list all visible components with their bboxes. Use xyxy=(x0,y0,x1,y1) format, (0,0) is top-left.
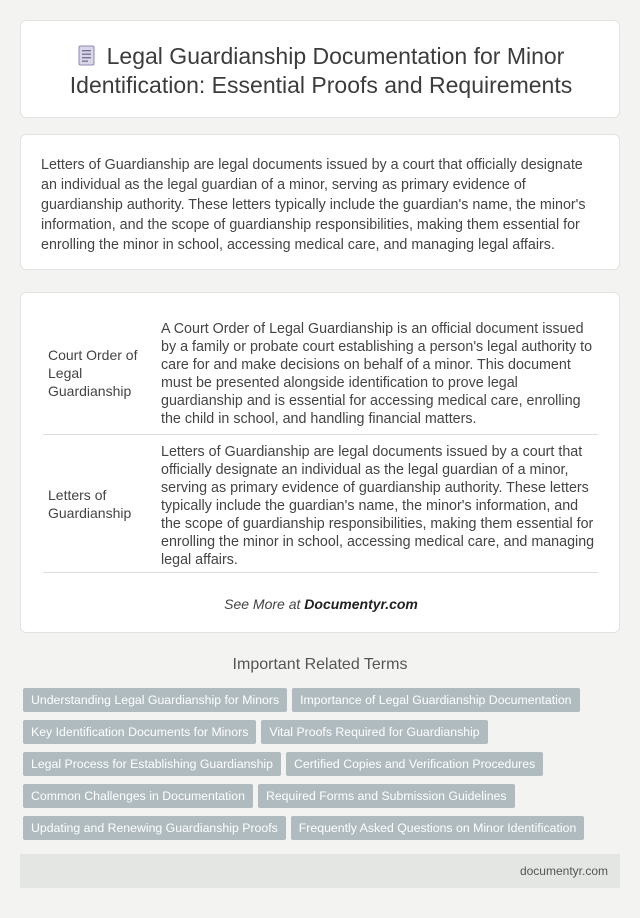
related-term-tag[interactable]: Vital Proofs Required for Guardianship xyxy=(261,720,487,744)
related-term-tag[interactable]: Certified Copies and Verification Procedures xyxy=(286,752,543,776)
intro-card xyxy=(20,134,620,270)
title-card xyxy=(20,20,620,118)
tag-row xyxy=(23,784,623,816)
tag-row xyxy=(23,720,623,752)
page-title xyxy=(51,42,591,100)
related-term-tag[interactable]: Understanding Legal Guardianship for Minors xyxy=(23,688,287,712)
row-description: Letters of Guardianship are legal documents issued by a court that officially designate an individual as the legal guardian of a minor, serving as primary evidence of guardianship authority. These letters typically include the guardian's name, the minor's information, and the scope of guardianship responsibilities, making them essential for enrolling the minor in school, accessing medical care, and managing legal affairs. xyxy=(161,444,595,568)
tag-row xyxy=(23,752,623,784)
related-term-tag[interactable]: Updating and Renewing Guardianship Proofs xyxy=(23,816,286,840)
related-terms-heading: Important Related Terms xyxy=(232,656,408,673)
related-term-tag[interactable]: Frequently Asked Questions on Minor Identification xyxy=(291,816,585,840)
row-description: A Court Order of Legal Guardianship is an official document issued by a family or probate court establishing a person's legal authority to care for and make decisions on behalf of a minor. This document must be presented alongside identification to prove legal guardianship and is essential for accessing medical care, enrolling the child in school, and handling financial matters. xyxy=(161,321,593,427)
tag-row xyxy=(23,816,623,848)
related-term-tag[interactable]: Key Identification Documents for Minors xyxy=(23,720,256,744)
see-more-link[interactable] xyxy=(21,596,621,612)
footer-site-link[interactable]: documentyr.com xyxy=(519,864,608,878)
intro-paragraph: Letters of Guardianship are legal documents issued by a court that officially designate an individual as the legal guardian of a minor, serving as primary evidence of guardianship authority. These letters typically include the guardian's name, the minor's information, and the scope of guardianship responsibilities, making them essential for enrolling the minor in school, accessing medical care, and managing legal affairs. xyxy=(41,157,586,253)
page-title-text: Legal Guardianship Documentation for Minor Identification: Essential Proofs and Requirements xyxy=(69,43,573,98)
related-term-tag[interactable]: Importance of Legal Guardianship Documentation xyxy=(292,688,579,712)
row-label: Court Order of Legal Guardianship xyxy=(48,347,138,399)
row-label: Letters of Guardianship xyxy=(48,487,132,521)
see-more-prefix: See More at xyxy=(224,596,305,612)
definitions-table-card xyxy=(20,292,620,633)
related-term-tag[interactable]: Required Forms and Submission Guidelines xyxy=(258,784,515,808)
related-term-tag[interactable]: Legal Process for Establishing Guardianship xyxy=(23,752,281,776)
footer xyxy=(20,854,620,888)
table-row xyxy=(43,309,598,435)
document-icon xyxy=(78,45,95,66)
related-term-tag[interactable]: Common Challenges in Documentation xyxy=(23,784,253,808)
see-more-site[interactable]: Documentyr.com xyxy=(304,596,418,612)
related-terms-list xyxy=(23,688,623,848)
table-row xyxy=(43,436,598,573)
tag-row xyxy=(23,688,623,720)
